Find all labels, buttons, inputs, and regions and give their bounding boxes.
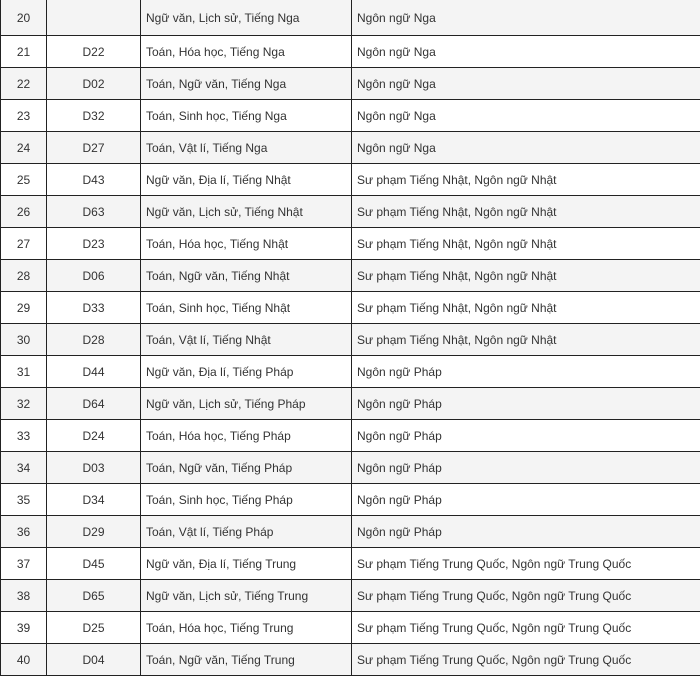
table-row — [1, 292, 700, 324]
cell-block-code: D03 — [47, 452, 141, 484]
table-row — [1, 196, 700, 228]
cell-number: 34 — [1, 452, 47, 484]
cell-majors: Ngôn ngữ Nga — [352, 132, 700, 164]
cell-block-code: D28 — [47, 324, 141, 356]
cell-block-code — [47, 0, 141, 36]
cell-block-code: D27 — [47, 132, 141, 164]
cell-number: 39 — [1, 612, 47, 644]
table-row — [1, 132, 700, 164]
cell-block-code: D24 — [47, 420, 141, 452]
table-row — [1, 260, 700, 292]
cell-block-code: D43 — [47, 164, 141, 196]
cell-number: 38 — [1, 580, 47, 612]
cell-block-code: D29 — [47, 516, 141, 548]
table-row — [1, 580, 700, 612]
cell-subjects: Toán, Sinh học, Tiếng Nga — [141, 100, 352, 132]
cell-subjects: Toán, Hóa học, Tiếng Nhật — [141, 228, 352, 260]
cell-block-code: D63 — [47, 196, 141, 228]
cell-subjects: Toán, Ngữ văn, Tiếng Pháp — [141, 452, 352, 484]
cell-subjects: Ngữ văn, Địa lí, Tiếng Nhật — [141, 164, 352, 196]
cell-majors: Ngôn ngữ Pháp — [352, 420, 700, 452]
table-row — [1, 420, 700, 452]
cell-majors: Ngôn ngữ Pháp — [352, 484, 700, 516]
cell-subjects: Ngữ văn, Lịch sử, Tiếng Pháp — [141, 388, 352, 420]
cell-majors: Sư phạm Tiếng Nhật, Ngôn ngữ Nhật — [352, 324, 700, 356]
cell-number: 22 — [1, 68, 47, 100]
cell-subjects: Ngữ văn, Địa lí, Tiếng Trung — [141, 548, 352, 580]
cell-number: 24 — [1, 132, 47, 164]
cell-number: 30 — [1, 324, 47, 356]
cell-block-code: D64 — [47, 388, 141, 420]
cell-majors: Sư phạm Tiếng Nhật, Ngôn ngữ Nhật — [352, 292, 700, 324]
table-row — [1, 516, 700, 548]
cell-majors: Sư phạm Tiếng Trung Quốc, Ngôn ngữ Trung Quốc — [352, 644, 700, 676]
cell-majors: Sư phạm Tiếng Trung Quốc, Ngôn ngữ Trung Quốc — [352, 580, 700, 612]
cell-block-code: D33 — [47, 292, 141, 324]
cell-majors: Sư phạm Tiếng Nhật, Ngôn ngữ Nhật — [352, 260, 700, 292]
cell-majors: Ngôn ngữ Pháp — [352, 516, 700, 548]
cell-block-code: D22 — [47, 36, 141, 68]
cell-number: 25 — [1, 164, 47, 196]
cell-majors: Ngôn ngữ Pháp — [352, 452, 700, 484]
cell-number: 21 — [1, 36, 47, 68]
table-row — [1, 324, 700, 356]
cell-block-code: D23 — [47, 228, 141, 260]
cell-majors: Sư phạm Tiếng Trung Quốc, Ngôn ngữ Trung Quốc — [352, 548, 700, 580]
cell-majors: Ngôn ngữ Nga — [352, 36, 700, 68]
cell-block-code: D32 — [47, 100, 141, 132]
cell-majors: Ngôn ngữ Pháp — [352, 388, 700, 420]
cell-number: 20 — [1, 0, 47, 36]
cell-block-code: D34 — [47, 484, 141, 516]
cell-number: 33 — [1, 420, 47, 452]
cell-subjects: Toán, Vật lí, Tiếng Pháp — [141, 516, 352, 548]
cell-subjects: Toán, Hóa học, Tiếng Nga — [141, 36, 352, 68]
cell-subjects: Toán, Vật lí, Tiếng Nga — [141, 132, 352, 164]
cell-block-code: D45 — [47, 548, 141, 580]
cell-majors: Ngôn ngữ Nga — [352, 0, 700, 36]
table-row — [1, 36, 700, 68]
table-row — [1, 612, 700, 644]
cell-majors: Sư phạm Tiếng Nhật, Ngôn ngữ Nhật — [352, 228, 700, 260]
cell-number: 28 — [1, 260, 47, 292]
table-row — [1, 68, 700, 100]
table-row — [1, 484, 700, 516]
cell-number: 40 — [1, 644, 47, 676]
cell-number: 29 — [1, 292, 47, 324]
table-row — [1, 0, 700, 36]
cell-block-code: D44 — [47, 356, 141, 388]
cell-majors: Sư phạm Tiếng Nhật, Ngôn ngữ Nhật — [352, 164, 700, 196]
cell-majors: Sư phạm Tiếng Nhật, Ngôn ngữ Nhật — [352, 196, 700, 228]
table-row — [1, 164, 700, 196]
table-row — [1, 100, 700, 132]
cell-majors: Ngôn ngữ Pháp — [352, 356, 700, 388]
cell-subjects: Toán, Ngữ văn, Tiếng Nga — [141, 68, 352, 100]
cell-majors: Ngôn ngữ Nga — [352, 100, 700, 132]
cell-subjects: Ngữ văn, Lịch sử, Tiếng Nga — [141, 0, 352, 36]
cell-number: 36 — [1, 516, 47, 548]
cell-subjects: Toán, Hóa học, Tiếng Pháp — [141, 420, 352, 452]
cell-number: 26 — [1, 196, 47, 228]
cell-number: 35 — [1, 484, 47, 516]
cell-subjects: Toán, Ngữ văn, Tiếng Nhật — [141, 260, 352, 292]
cell-subjects: Ngữ văn, Lịch sử, Tiếng Trung — [141, 580, 352, 612]
cell-block-code: D25 — [47, 612, 141, 644]
table-row — [1, 388, 700, 420]
cell-subjects: Toán, Ngữ văn, Tiếng Trung — [141, 644, 352, 676]
cell-subjects: Toán, Vật lí, Tiếng Nhật — [141, 324, 352, 356]
table-row — [1, 644, 700, 676]
table-row — [1, 356, 700, 388]
cell-subjects: Toán, Hóa học, Tiếng Trung — [141, 612, 352, 644]
cell-block-code: D04 — [47, 644, 141, 676]
cell-number: 27 — [1, 228, 47, 260]
cell-majors: Sư phạm Tiếng Trung Quốc, Ngôn ngữ Trung Quốc — [352, 612, 700, 644]
cell-majors: Ngôn ngữ Nga — [352, 68, 700, 100]
cell-block-code: D02 — [47, 68, 141, 100]
cell-subjects: Toán, Sinh học, Tiếng Pháp — [141, 484, 352, 516]
cell-number: 23 — [1, 100, 47, 132]
cell-block-code: D06 — [47, 260, 141, 292]
table-row — [1, 452, 700, 484]
cell-number: 37 — [1, 548, 47, 580]
cell-block-code: D65 — [47, 580, 141, 612]
cell-subjects: Ngữ văn, Lịch sử, Tiếng Nhật — [141, 196, 352, 228]
table-row — [1, 548, 700, 580]
table-row — [1, 228, 700, 260]
cell-number: 32 — [1, 388, 47, 420]
cell-subjects: Toán, Sinh học, Tiếng Nhật — [141, 292, 352, 324]
table-body — [1, 0, 700, 676]
cell-number: 31 — [1, 356, 47, 388]
cell-subjects: Ngữ văn, Địa lí, Tiếng Pháp — [141, 356, 352, 388]
